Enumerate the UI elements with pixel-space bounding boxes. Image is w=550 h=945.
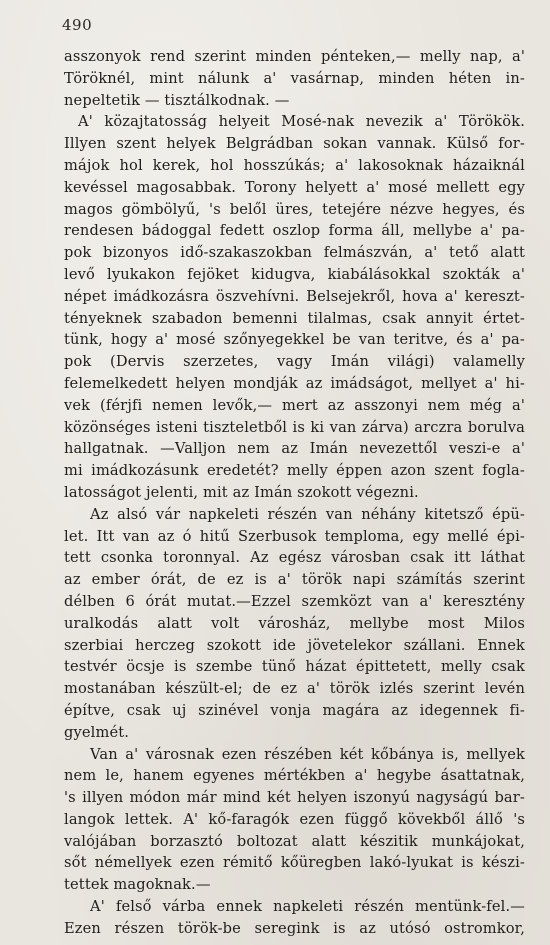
text-line: A' felső várba ennek napkeleti részén mentünk-fel.— [90, 898, 525, 916]
text-line: pok (Dervis szerzetes, vagy Imán világi) valamelly [64, 353, 525, 371]
text-line: hallgatnak. —Valljon nem az Imán nevezettől veszi-e a' [64, 440, 525, 458]
text-line: mi imádkozásunk eredetét? melly éppen azon szent fogla- [64, 462, 525, 480]
text-line: nepeltetik — tisztálkodnak. — [64, 91, 290, 109]
page-number: 490 [62, 16, 93, 34]
text-line: tünk, hogy a' mosé szőnyegekkel be van teritve, és a' pa- [64, 331, 525, 349]
text-line: nem le, hanem egyenes mértékben a' hegybe ásattatnak, [64, 767, 525, 785]
text-line: 's illyen módon már mind két helyen iszonyú nagyságú bar- [64, 789, 525, 807]
text-line: uralkodás alatt volt városház, mellybe most Milos [64, 614, 525, 632]
text-line: szerbiai herczeg szokott ide jövetelekor szállani. Ennek [64, 636, 525, 654]
text-line: levő lyukakon fejöket kidugva, kiabálásokkal szokták a' [64, 265, 525, 283]
text-line: latosságot jelenti, mit az Imán szokott végezni. [64, 483, 419, 501]
text-line: mostanában készült-el; de ez a' török izlés szerint levén [64, 680, 525, 698]
text-line: az ember órát, de ez is a' török napi számítás szerint [64, 571, 525, 589]
text-line: Ezen részen török-be seregink is az utósó ostromkor, [64, 919, 525, 937]
text-line: testvér öcsje is szembe tünő házat épittetett, melly csak [64, 658, 525, 676]
text-line: vek (férjfi nemen levők,— mert az asszonyi nem még a' [64, 396, 525, 414]
text-line: rendesen bádoggal fedett oszlop forma áll, mellybe a' pa- [64, 222, 525, 240]
text-line: építve, csak uj szinével vonja magára az idegennek fi- [64, 701, 525, 719]
body-text [64, 46, 525, 940]
text-line: Töröknél, mint nálunk a' vasárnap, minden héten in- [64, 69, 525, 87]
text-line: délben 6 órát mutat.—Ezzel szemközt van a' keresztény [64, 592, 525, 610]
text-line: tett csonka toronnyal. Az egész városban csak itt láthat [64, 549, 525, 567]
text-line: Van a' városnak ezen részében két kőbánya is, mellyek [90, 745, 525, 763]
text-line: asszonyok rend szerint minden pénteken,— melly nap, a' [64, 48, 525, 65]
text-line: Az alsó vár napkeleti részén van néhány kitetsző épü- [90, 505, 525, 523]
text-line: valójában borzasztó boltozat alatt készitik munkájokat, [64, 832, 525, 850]
text-line: népet imádkozásra öszvehívni. Belsejekről, hova a' kereszt- [64, 287, 525, 305]
text-line: májok hol kerek, hol hosszúkás; a' lakosoknak házaiknál [64, 156, 525, 174]
text-line: let. Itt van az ó hitű Szerbusok temploma, egy mellé épi- [64, 527, 525, 545]
text-line: gyelmét. [64, 723, 130, 741]
text-line: langok lettek. A' kő-faragók ezen függő kövekből állő 's [64, 810, 525, 828]
text-line: kevéssel magosabbak. Torony helyett a' mosé mellett egy [64, 178, 525, 196]
text-line: Illyen szent helyek Belgrádban sokan vannak. Külső for- [64, 135, 525, 153]
text-line: sőt némellyek ezen rémitő kőüregben lakó-lyukat is készi- [64, 854, 525, 872]
text-line: tényeknek szabadon bemenni tilalmas, csak annyit értet- [64, 309, 525, 327]
text-line: magos gömbölyű, 's belől üres, tetejére nézve hegyes, és [64, 200, 525, 218]
text-line: A' közajtatosság helyeit Mosé-nak nevezik a' Törökök. [78, 113, 525, 131]
text-line: pok bizonyos idő-szakaszokban felmászván, a' tető alatt [64, 244, 525, 262]
text-line: közönséges isteni tiszteletből is ki van zárva) arczra borulva [64, 418, 525, 436]
text-line: tettek magoknak.— [64, 876, 211, 894]
text-line: felemelkedett helyen mondják az imádságot, mellyet a' hi- [64, 374, 525, 392]
